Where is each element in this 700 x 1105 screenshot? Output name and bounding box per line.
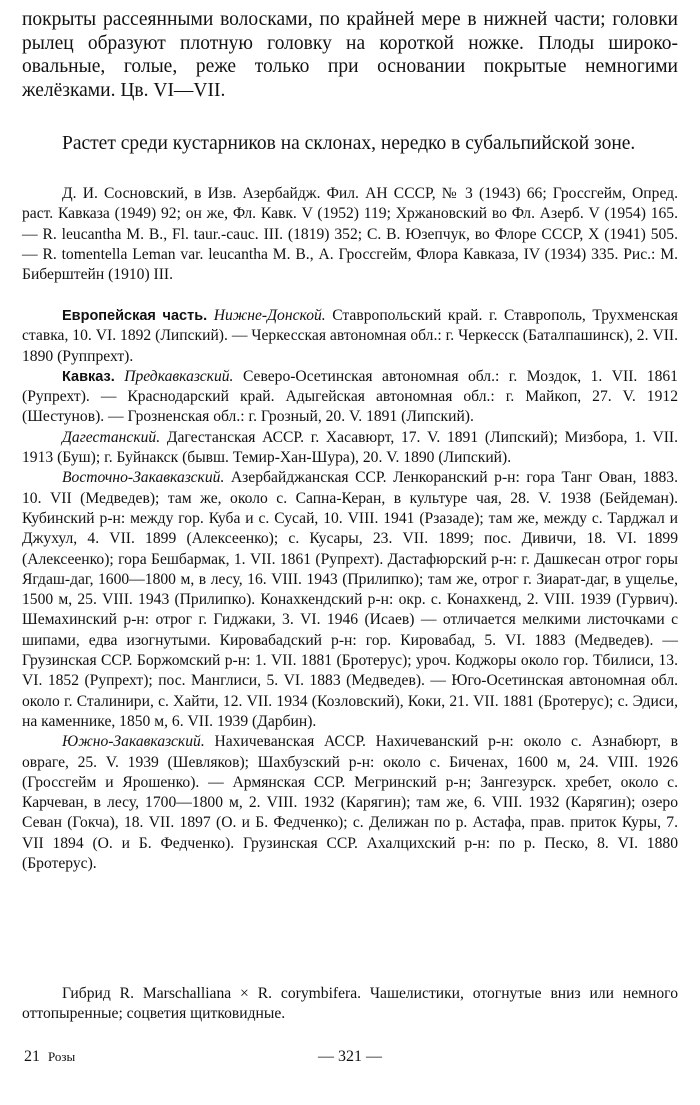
locality-text: Нахичеванская АССР. Нахичеванский р-н: около с. Азнабюрт, в овраге, 25. V. 1939 (Шевляков); Шахбузский р-н: около с. Биченах, 1600 м, 24. VIII. 1926 (Гроссгейм и Ярошенко). — Армянская ССР. Мегринский р-н; Зангезурск. хребет, около с. Карчеван, в лесу, 1700—1800 м, 2. VIII. 1932 (Карягин); там же, 6. VIII. 1932 (Карягин); озеро Севан (Гокча), 18. VII. 1897 (О. и Б. Федченко); с. Делижан по р. Астафа, прав. приток Куры, 7. VII 1894 (О. и Б. Федченко). Грузинская ССР. Ахалцихский р-н: по р. Песко, 8. VI. 1880 (Бротерус). <box>22 733 679 873</box>
distribution-entry <box>22 732 678 874</box>
region-heading: Кавказ. <box>62 368 115 385</box>
locality-text: Азербайджанская ССР. Ленкоранский р-н: гора Танг Ован, 1883. 10. VII (Медведев); там же, около с. Сапна-Керан, в культуре чая, 28. V. 1938 (Бейдеман). Кубинский р-н: между гор. Куба и с. Сусай, 10. VIII. 1941 (Рзазаде); там же, между с. Тарджал и Джухул, 4. VII. 1899 (Алексеенко); с. Кусары, 23. VII. 1899; пос. Дивичи, 18. VI. 1899 (Алексеенко); гора Бешбармак, 1. VII. 1861 (Рупрехт). Дастафюрский р-н: г. Дашкесан отрог горы Ягдаш-даг, 1600—1800 м, в лесу, 16. VIII. 1943 (Прилипко); там же, отрог г. Зиарат-даг, в ущелье, 1500 м, 25. VIII. 1943 (Прилипко). Конахкендский р-н: окр. с. Конахкенд, 2. VIII. 1939 (Гурвич). Шемахинский р-н: отрог г. Гиджаки, 3. VI. 1946 (Исаев) — отличается мелкими листочками с шипами, едва изогнутыми. Кировабадский р-н: гор. Кировабад, 5. VI. 1883 (Медведев). — Грузинская ССР. Боржомский р-н: 1. VII. 1881 (Бротерус); уроч. Коджоры около гор. Тбилиси, 13. VI. 1852 (Рупрехт); пос. Манглиси, 5. VI. 1883 (Медведев). — Юго-Осетинская автономная обл. около г. Сталинири, с. Хайти, 12. VII. 1934 (Козловский), Коки, 21. VII. 1881 (Бротерус); с. Эдиси, на каменнике, 1850 м, 6. VII. 1939 (Дарбин). <box>22 469 678 730</box>
distribution-entry <box>22 367 678 428</box>
district-name: Восточно-Закавказский. <box>62 469 225 487</box>
distribution-entry <box>22 306 678 367</box>
habitat-paragraph: Растет среди кустарников на склонах, нередко в субальпийской зоне. <box>62 133 636 154</box>
literature-references: Д. И. Сосновский, в Изв. Азербайдж. Фил. АН СССР, № 3 (1943) 66; Гроссгейм, Опред. раст. Кавказа (1949) 92; он же, Фл. Кавк. V (1952) 119; Хржановский во Фл. Азерб. V (1954) 165. — R. leucantha M. B., Fl. taur.-cauc. III. (1819) 352; С. В. Юзепчук, во Флоре СССР, X (1941) 505. — R. tomentella Leman var. leucantha M. B., А. Гроссгейм, Флора Кавказа, IV (1934) 335. Рис.: М. Биберштейн (1910) III. <box>22 185 678 284</box>
locality-text: Ставропольский край. г. Ставрополь, Трухменская ставка, 10. VI. 1892 (Липский). — Черкесская автономная обл.: г. Черкесск (Баталпашинск), 2. VII. 1890 (Руппрехт). <box>22 307 678 365</box>
district-name: Нижне-Донской. <box>213 307 326 324</box>
page-footer <box>22 1048 678 1070</box>
signature-number: 21 <box>24 1048 40 1065</box>
locality-text: Дагестанская АССР. г. Хасавюрт, 17. V. 1891 (Липский); Мизбора, 1. VII. 1913 (Буш); г. Буйнакск (бывш. Темир-Хан-Шура), 20. V. 1890 (Липский). <box>22 428 678 467</box>
district-name: Южно-Закавказский. <box>62 733 205 751</box>
locality-text: Северо-Осетинская автономная обл.: г. Моздок, 1. VII. 1861 (Рупрехт). — Краснодарский край. Адыгейская автономная обл.: г. Майкоп, 27. V. 1912 (Шестунов). — Грозненская обл.: г. Грозный, 20. V. 1891 (Липский). <box>22 367 678 426</box>
distribution-entry <box>22 428 678 469</box>
species-description: покрыты рассеянными волосками, по крайней мере в нижней части; головки рылец образуют плотную головку на короткой ножке. Плоды широко-овальные, голые, реже только при основании покрытые немногими желёзками. Цв. VI—VII. <box>22 9 678 101</box>
distribution-section <box>22 306 678 874</box>
page-number: — 321 — <box>318 1048 382 1065</box>
hybrid-note: Гибрид R. Marschalliana × R. corymbifera. Чашелистики, отогнутые вниз или немного оттопыренные; соцветия щитковидные. <box>22 985 678 1023</box>
district-name: Предкавказский. <box>124 367 234 385</box>
district-name: Дагестанский. <box>62 428 161 446</box>
distribution-entry <box>22 468 678 732</box>
region-heading: Европейская часть. <box>62 308 208 324</box>
signature-word: Розы <box>48 1049 76 1064</box>
